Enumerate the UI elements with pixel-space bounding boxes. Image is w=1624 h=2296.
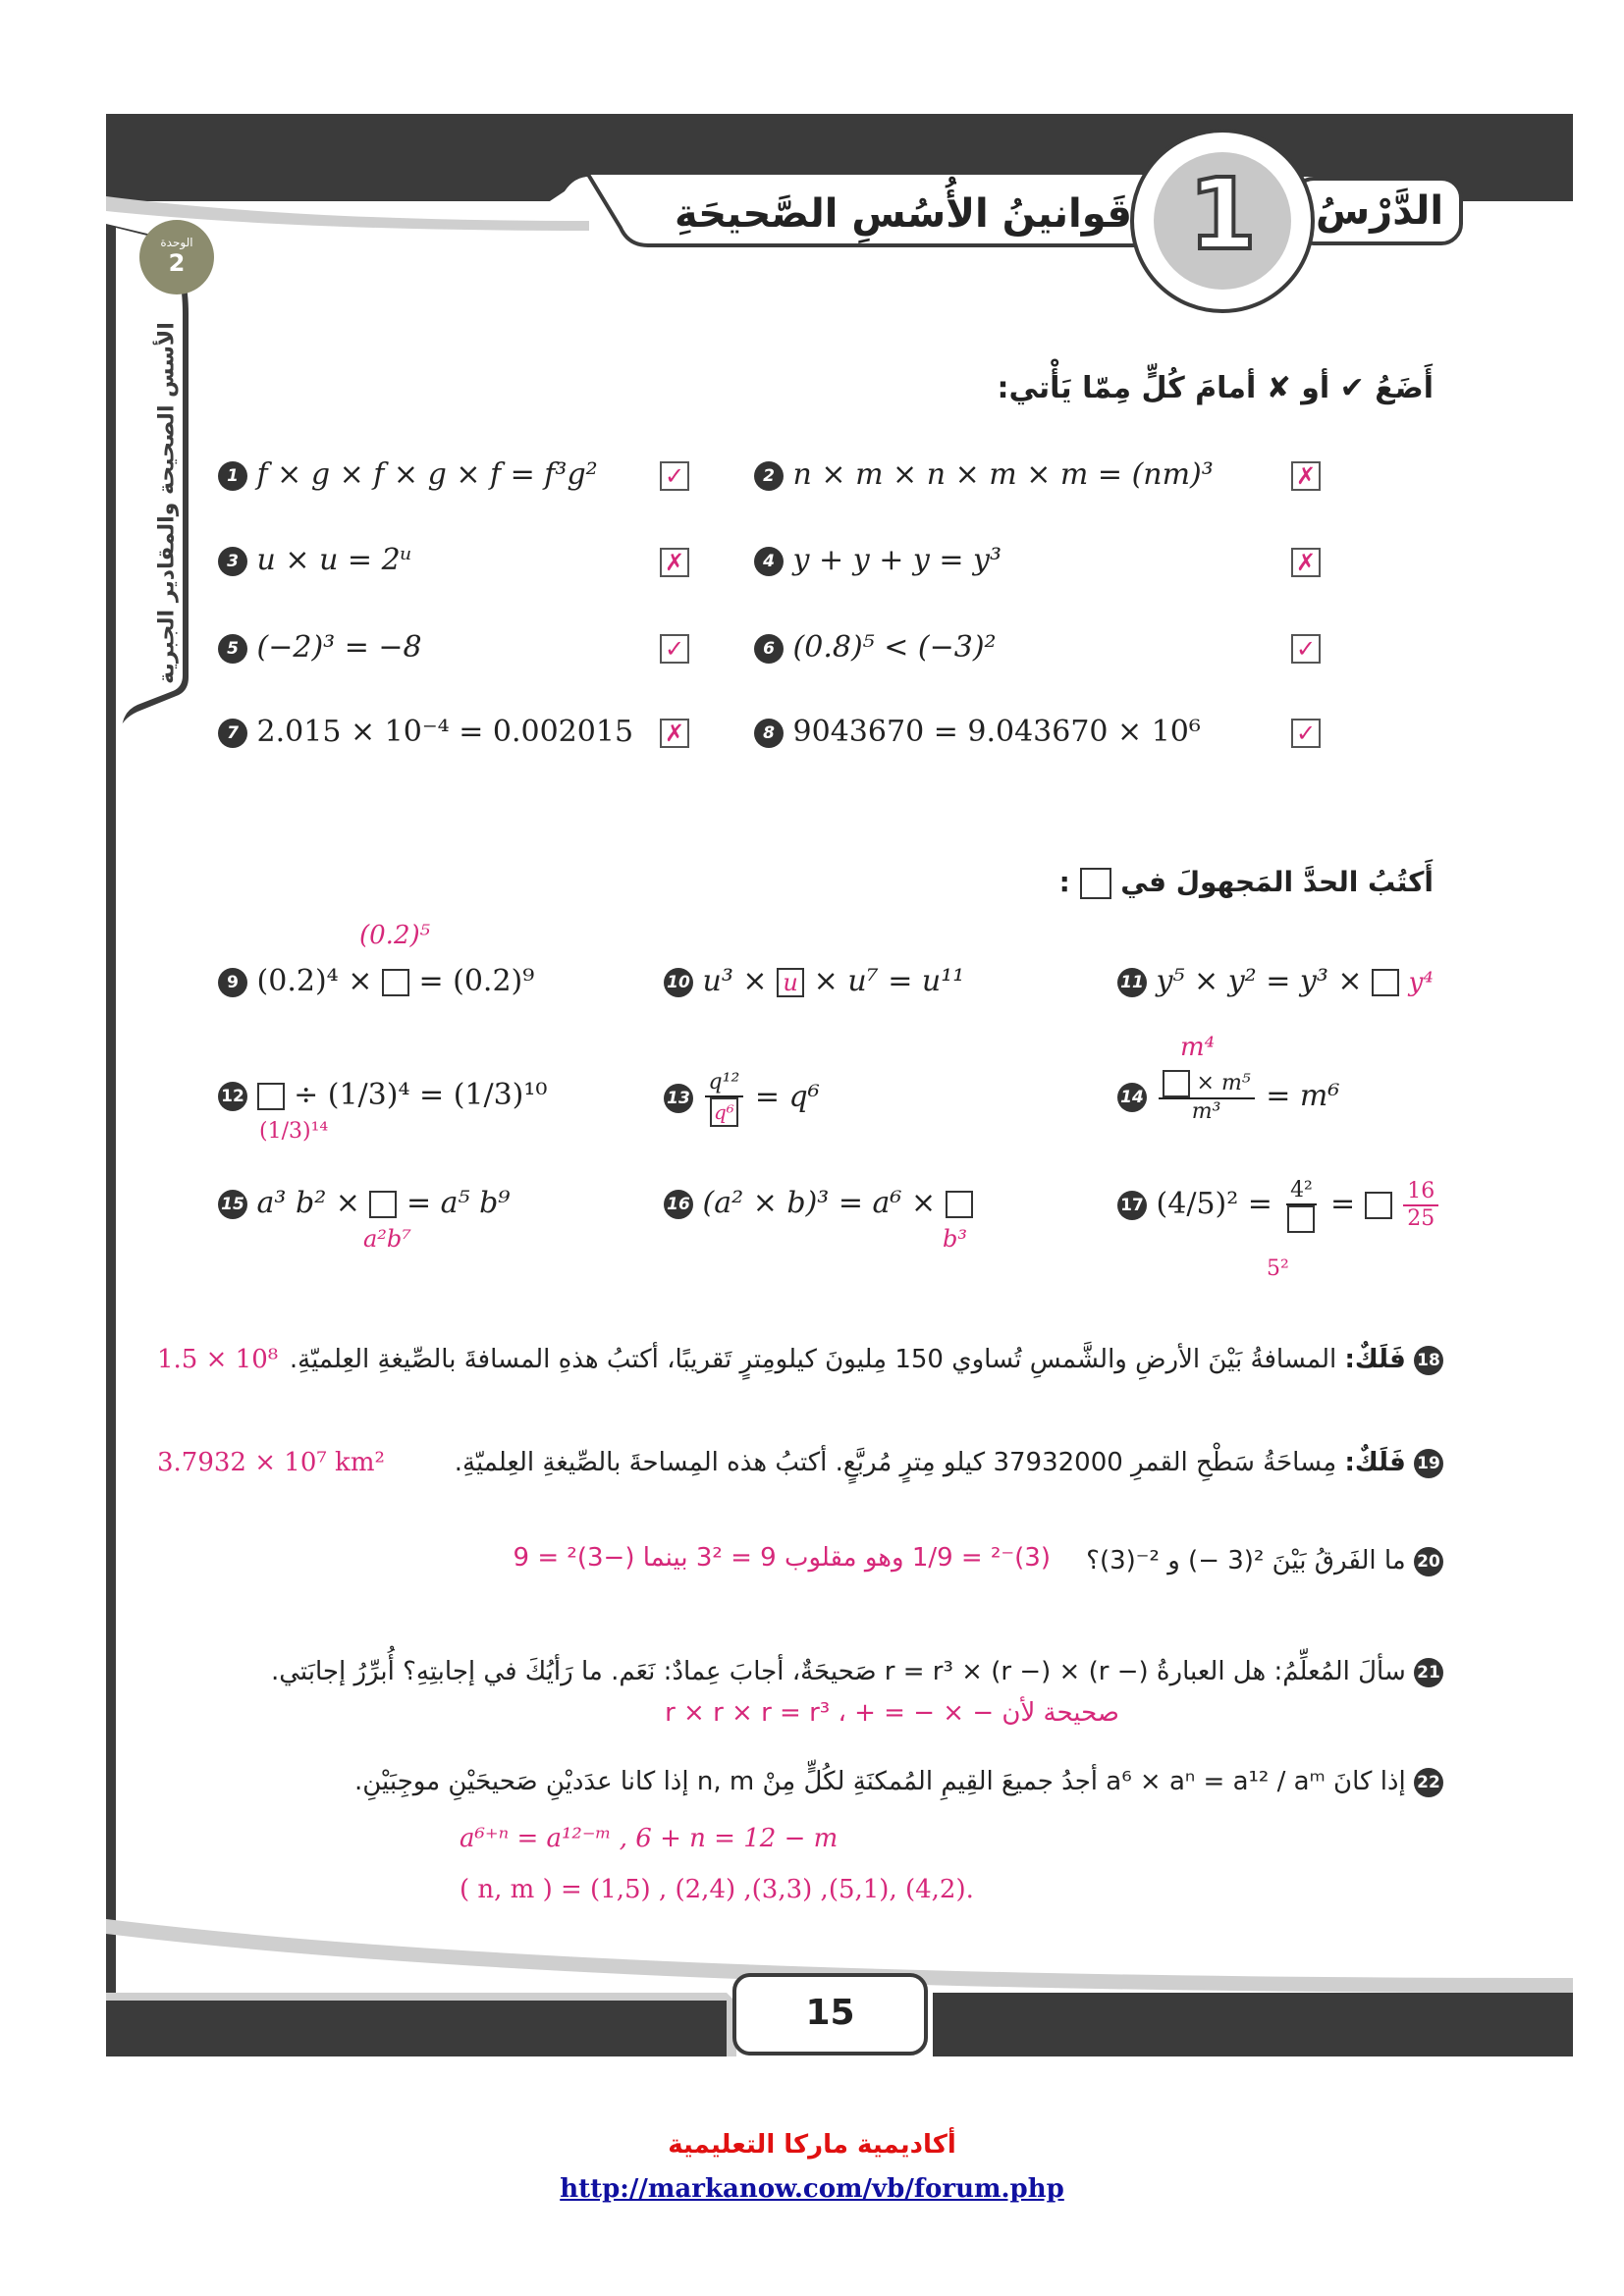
- item-expression: f × g × f × g × f = f³g²: [256, 457, 598, 492]
- section2-instruction: أَكتُبُ الحدَّ المَجهولَ في :: [1058, 866, 1434, 898]
- answer-checkbox[interactable]: ✓: [660, 461, 689, 491]
- question-text: سألَ المُعلِّمُ: هل العبارةُ (− r) × (− r) × r = r³ صَحيحَةٌ، أجابَ عِمادٌ: نَعَم. ما رَأيُكَ في إجابتِهِ؟ أُبرِّرُ إجابَتي.: [270, 1657, 1406, 1686]
- q11: [1117, 964, 1434, 998]
- lesson-title: قَوانينُ الأُسُسِ الصَّحيحَةِ: [675, 191, 1132, 237]
- blank-box[interactable]: [1372, 969, 1399, 996]
- blank-box[interactable]: [257, 1083, 285, 1110]
- item-4: [754, 543, 1001, 577]
- item-number: 16: [664, 1190, 693, 1219]
- question-text: ما الفَرقُ بَيْنَ ²(3 −) و ²⁻(3)؟: [1086, 1546, 1406, 1575]
- item-number: 8: [754, 719, 784, 748]
- blank-box-icon: [1080, 868, 1111, 899]
- q12-answer: (1/3)¹⁴: [259, 1119, 329, 1144]
- unit-word: الوحدة: [160, 236, 193, 249]
- q12: [218, 1078, 547, 1112]
- q20: [1060, 1546, 1443, 1576]
- answer-text: y⁴: [1408, 968, 1434, 997]
- question-text: مِساحَةُ سَطْحِ القمرِ 37932000 كيلو مِترٍ مُربَّعٍ. أكتبُ هذه المِساحةَ بالصِّيغةِ العِلميّةِ.: [454, 1448, 1337, 1477]
- answer-fraction: $\frac{16}{25}$: [1403, 1179, 1438, 1232]
- blank-box[interactable]: [1365, 1192, 1392, 1219]
- unit-title: الأسس الصحيحة والمقادير الجبرية: [154, 322, 180, 684]
- item-number: 9: [218, 968, 247, 997]
- answer-box[interactable]: u: [777, 968, 804, 997]
- numerator: q¹²: [705, 1070, 744, 1097]
- expr-left: a³ b² ×: [256, 1186, 360, 1220]
- item-expression: n × m × n × m × m = (nm)³: [792, 457, 1214, 492]
- expr-right: = a⁵ b⁹: [406, 1186, 511, 1220]
- item-number: 18: [1414, 1346, 1443, 1375]
- item-2: [754, 457, 1214, 492]
- q17-den-answer: 5²: [1267, 1256, 1289, 1281]
- blank-box[interactable]: [369, 1191, 397, 1218]
- expr-right: = (0.2)⁹: [418, 964, 535, 998]
- q15: [218, 1186, 510, 1220]
- expr-right: × u⁷ = u¹¹: [813, 964, 965, 998]
- item-number: 1: [218, 461, 247, 491]
- item-number: 17: [1117, 1191, 1147, 1220]
- q19: [373, 1448, 1443, 1478]
- item-number: 14: [1117, 1083, 1147, 1112]
- question-label: فَلَكٌ:: [1344, 1448, 1406, 1477]
- item-number: 2: [754, 461, 784, 491]
- item-number: 13: [664, 1084, 693, 1113]
- lesson-number: 1: [1188, 157, 1257, 272]
- answer-checkbox[interactable]: ✗: [660, 548, 689, 577]
- answer-checkbox[interactable]: ✓: [1291, 719, 1321, 748]
- item-number: 11: [1117, 968, 1147, 997]
- expr-right: = m⁶: [1266, 1079, 1340, 1113]
- item-number: 20: [1414, 1547, 1443, 1576]
- fraction: $\frac{\text{× m⁵}}{\text{m³}}$: [1159, 1070, 1255, 1125]
- q22: [324, 1767, 1443, 1797]
- question-text: المسافةُ بَيْنَ الأرضِ والشَّمسِ تُساوي 150 مِليونَ كيلومِترٍ تَقريبًا، أكتبُ هذهِ المسافةَ بالصِّيغةِ العِلميّةِ.: [289, 1345, 1337, 1374]
- item-expression: (0.8)⁵ < (−3)²: [792, 630, 997, 665]
- answer-checkbox[interactable]: ✗: [1291, 461, 1321, 491]
- q9-answer: (0.2)⁵: [359, 921, 431, 950]
- item-7: [218, 715, 633, 749]
- equals-sign: =: [1330, 1187, 1356, 1221]
- q9: [218, 964, 534, 998]
- q16-answer: b³: [943, 1225, 967, 1253]
- item-number: 15: [218, 1190, 247, 1219]
- unit-number: 2: [168, 249, 186, 277]
- denominator: m³: [1191, 1099, 1221, 1124]
- academy-name: أكاديمية ماركا التعليمية: [668, 2130, 956, 2160]
- blank-box[interactable]: [1287, 1205, 1315, 1233]
- expr-left: (a² × b)³ = a⁶ ×: [702, 1186, 937, 1220]
- q21-answer: صحيحة لأن − × − = + ، r × r × r = r³: [665, 1698, 1119, 1728]
- item-number: 12: [218, 1082, 247, 1111]
- section1-instruction: أَضَعُ ✔ أو ✘ أمامَ كُلٍّ مِمّا يَأْتي:: [997, 371, 1434, 405]
- item-expression: 9043670 = 9.043670 × 10⁶: [792, 715, 1201, 749]
- expr-left: y⁵ × y² = y³ ×: [1156, 964, 1363, 998]
- item-number: 3: [218, 547, 247, 576]
- lesson-word: الدَّرْسُ: [1315, 188, 1444, 234]
- q15-answer: a²b⁷: [363, 1225, 411, 1253]
- q13: [664, 1070, 820, 1127]
- q22-answer-line2: ( n, m ) = (1,5) , (2,4) ,(3,3) ,(5,1), (4,2).: [460, 1875, 974, 1904]
- blank-box[interactable]: [382, 969, 409, 996]
- q10: [664, 964, 964, 998]
- answer-checkbox[interactable]: ✗: [1291, 548, 1321, 577]
- question-label: فَلَكٌ:: [1344, 1345, 1406, 1374]
- expr-left: u³ ×: [702, 964, 768, 998]
- expr-middle: ÷ (1/3)⁴ = (1/3)¹⁰: [294, 1078, 548, 1112]
- item-number: 21: [1414, 1658, 1443, 1687]
- blank-box[interactable]: [946, 1191, 973, 1218]
- q22-answer-line1: a⁶⁺ⁿ = a¹²⁻ᵐ , 6 + n = 12 − m: [460, 1824, 839, 1853]
- forum-link[interactable]: http://markanow.com/vb/forum.php: [560, 2174, 1064, 2204]
- item-number: 4: [754, 547, 784, 576]
- item-3: [218, 543, 412, 577]
- item-expression: y + y + y = y³: [792, 543, 1001, 577]
- q14-answer: m⁴: [1180, 1033, 1216, 1062]
- item-expression: (−2)³ = −8: [256, 630, 422, 665]
- q21: [206, 1657, 1443, 1687]
- item-number: 22: [1414, 1768, 1443, 1797]
- answer-box[interactable]: q⁶: [710, 1097, 738, 1127]
- item-number: 10: [664, 968, 693, 997]
- answer-checkbox[interactable]: ✓: [1291, 634, 1321, 664]
- answer-checkbox[interactable]: ✗: [660, 719, 689, 748]
- expr-right: = q⁶: [754, 1080, 820, 1114]
- expr-left: (0.2)⁴ ×: [256, 964, 373, 998]
- item-8: [754, 715, 1201, 749]
- fraction: [705, 1070, 744, 1127]
- q16: [664, 1186, 973, 1220]
- q18-answer: 1.5 × 10⁸: [157, 1345, 279, 1374]
- item-number: 19: [1414, 1449, 1443, 1478]
- answer-checkbox[interactable]: ✓: [660, 634, 689, 664]
- item-expression: u × u = 2ᵘ: [256, 543, 412, 577]
- q17: [1117, 1178, 1440, 1233]
- item-expression: 2.015 × 10⁻⁴ = 0.002015: [256, 715, 634, 749]
- expr-left: (4/5)² =: [1156, 1187, 1272, 1221]
- item-number: 5: [218, 634, 247, 664]
- item-5: [218, 630, 422, 665]
- q19-answer: 3.7932 × 10⁷ km²: [157, 1448, 385, 1477]
- fraction: [1283, 1178, 1319, 1233]
- numerator: 4²: [1286, 1178, 1317, 1205]
- page-number: 15: [805, 1993, 855, 2033]
- question-text: إذا كانَ a⁶ × aⁿ = a¹² / aᵐ أجدُ جميعَ القِيمِ المُمكنَةِ لكُلٍّ مِنْ n, m إذا كانا عدَديْنِ صَحيحَيْنِ موجِبَيْنِ.: [353, 1767, 1406, 1796]
- item-6: [754, 630, 997, 665]
- item-number: 6: [754, 634, 784, 664]
- q14: [1117, 1070, 1339, 1125]
- item-1: [218, 457, 598, 492]
- q20-answer: (3)⁻² = 1/9 وهو مقلوب 9 = 3² بينما (−3)² = 9: [513, 1543, 1051, 1573]
- item-number: 7: [218, 719, 247, 748]
- blank-box[interactable]: [1163, 1070, 1190, 1097]
- q18: [289, 1345, 1443, 1375]
